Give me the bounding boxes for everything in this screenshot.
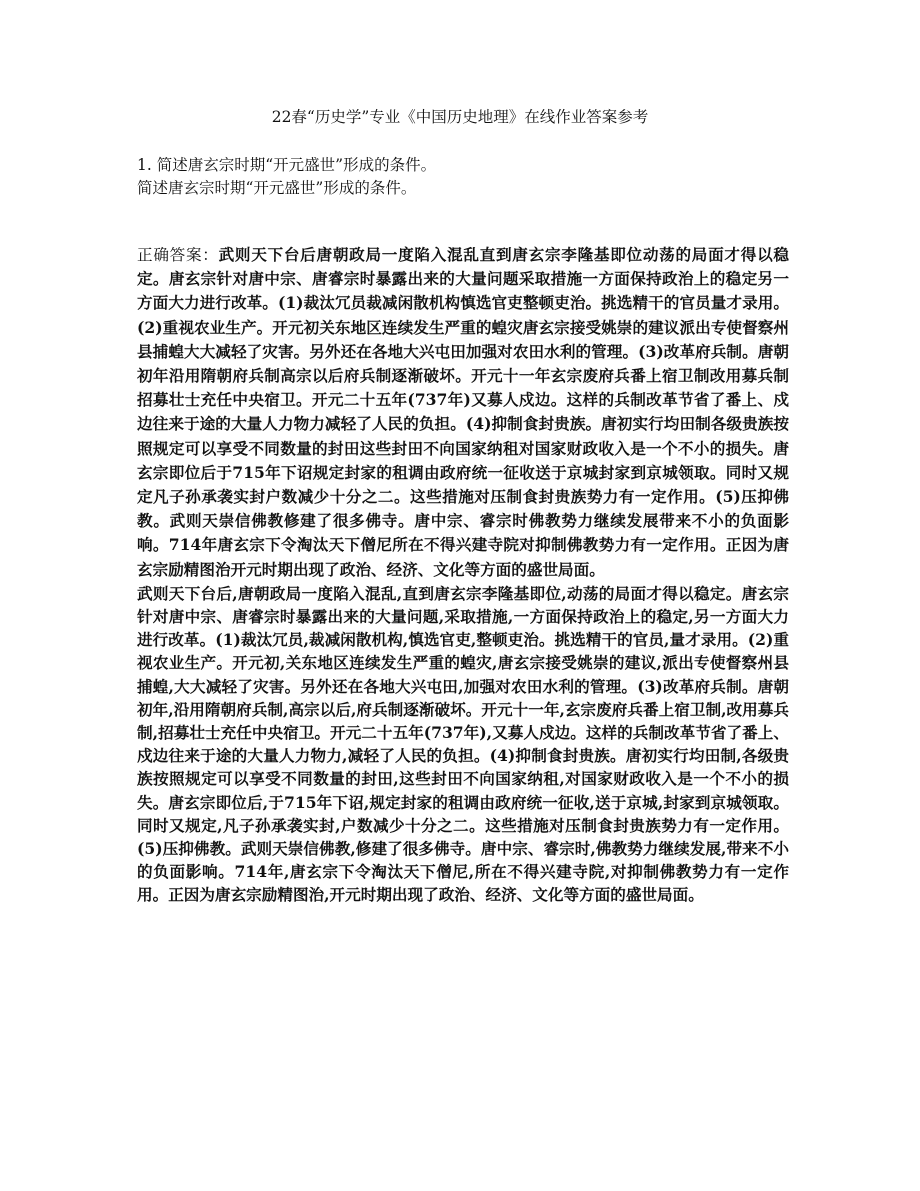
answer-body: 武则天下台后唐朝政局一度陷入混乱直到唐玄宗李隆基即位动荡的局面才得以稳定。唐玄宗针对唐中宗、唐睿宗时暴露出来的大量问题采取措施一方面保持政治上的稳定另一方面大力进行改革。(1)裁汰冗员裁减闲散机构慎选官吏整顿吏治。挑选精干的官员量才录用。(2)重视农业生产。开元初关东地区连续发生严重的蝗灾唐玄宗接受姚崇的建议派出专使督察州县捕蝗大大减轻了灾害。另外还在各地大兴屯田加强对农田水利的管理。(3)改革府兵制。唐朝初年沿用隋朝府兵制高宗以后府兵制逐渐破坏。开元十一年玄宗废府兵番上宿卫制改用募兵制招募壮士充任中央宿卫。开元二十五年(737年)又募人戍边。这样的兵制改革节省了番上、戍边往来于途的大量人力物力减轻了人民的负担。(4)抑制食封贵族。唐初实行均田制各级贵族按照规定可以享受不同数量的封田这些封田不向国家纳租对国家财政收入是一个不小的损失。唐玄宗即位后于715年下诏规定封家的租调由政府统一征收送于京城封家到京城领取。同时又规定凡子孙承袭实封户数减少十分之二。这些措施对压制食封贵族势力有一定作用。(5)压抑佛教。武则天崇信佛教修建了很多佛寺。唐中宗、睿宗时佛教势力继续发展带来不小的负面影响。714年唐玄宗下令淘汰天下僧尼所在不得兴建寺院对抑制佛教势力有一定作用。正因为唐玄宗励精图治开元时期出现了政治、经济、文化等方面的盛世局面。 [137,245,789,579]
question-block [137,154,787,200]
answer-paragraph [137,243,789,582]
question-heading: 1. 简述唐玄宗时期“开元盛世”形成的条件。 [137,156,437,174]
answer-analysis: 武则天下台后,唐朝政局一度陷入混乱,直到唐玄宗李隆基即位,动荡的局面才得以稳定。唐玄宗针对唐中宗、唐睿宗时暴露出来的大量问题,采取措施,一方面保持政治上的稳定,另一方面大力进行改革。(1)裁汰冗员,裁减闲散机构,慎选官吏,整顿吏治。挑选精干的官员,量才录用。(2)重视农业生产。开元初,关东地区连续发生严重的蝗灾,唐玄宗接受姚崇的建议,派出专使督察州县捕蝗,大大减轻了灾害。另外还在各地大兴屯田,加强对农田水利的管理。(3)改革府兵制。唐朝初年,沿用隋朝府兵制,高宗以后,府兵制逐渐破坏。开元十一年,玄宗废府兵番上宿卫制,改用募兵制,招募壮士充任中央宿卫。开元二十五年(737年),又募人戍边。这样的兵制改革节省了番上、戍边往来于途的大量人力物力,减轻了人民的负担。(4)抑制食封贵族。唐初实行均田制,各级贵族按照规定可以享受不同数量的封田,这些封田不向国家纳租,对国家财政收入是一个不小的损失。唐玄宗即位后,于715年下诏,规定封家的租调由政府统一征收,送于京城,封家到京城领取。同时又规定,凡子孙承袭实封,户数减少十分之二。这些措施对压制食封贵族势力有一定作用。(5)压抑佛教。武则天崇信佛教,修建了很多佛寺。唐中宗、睿宗时,佛教势力继续发展,带来不小的负面影响。714年,唐玄宗下令淘汰天下僧尼,所在不得兴建寺院,对抑制佛教势力有一定作用。正因为唐玄宗励精图治,开元时期出现了政治、经济、文化等方面的盛世局面。 [137,583,789,905]
answer-label: 正确答案： [137,246,219,264]
answer-block [137,243,789,907]
question-text: 简述唐玄宗时期“开元盛世”形成的条件。 [137,179,417,197]
document-title: 22春“历史学”专业《中国历史地理》在线作业答案参考 [271,108,649,126]
